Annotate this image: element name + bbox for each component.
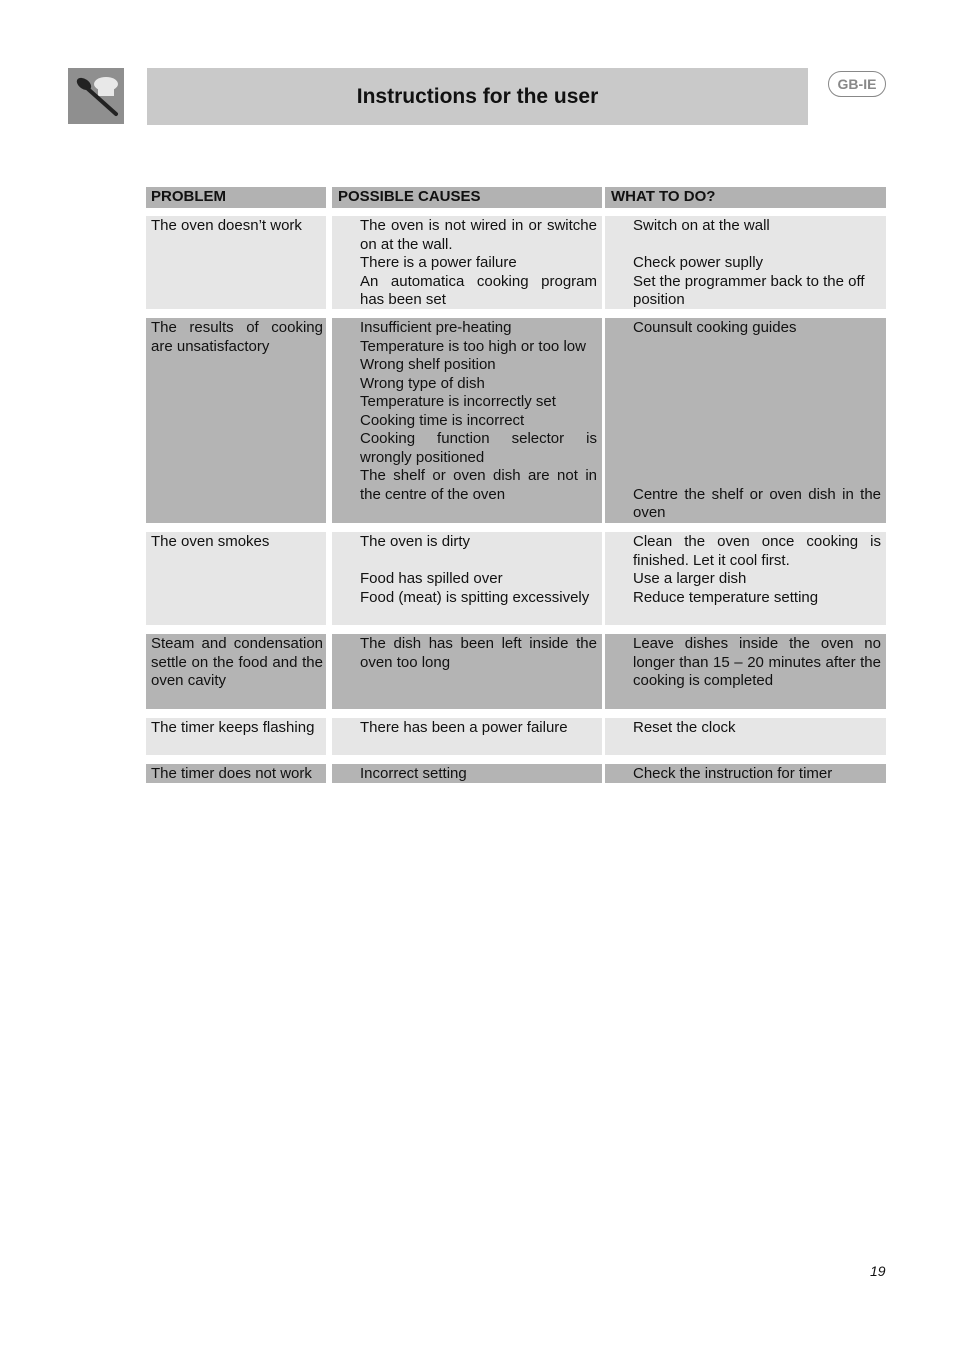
page-title: Instructions for the user — [356, 84, 599, 108]
table-row — [146, 532, 886, 625]
table-header-row — [146, 187, 886, 208]
page-number: 19 — [870, 1263, 886, 1279]
problem-cell: The oven smokes — [146, 532, 326, 625]
table-row — [146, 634, 886, 709]
column-header-actions: WHAT TO DO? — [605, 187, 886, 208]
troubleshooting-table — [146, 187, 886, 783]
title-bar — [147, 68, 808, 125]
actions-cell: Leave dishes inside the oven no longer than 15 – 20 minutes after the cooking is completed — [605, 634, 886, 709]
actions-cell: Counsult cooking guides Centre the shelf or oven dish in the oven — [605, 318, 886, 523]
table-row — [146, 718, 886, 755]
problem-cell: The oven doesn’t work — [146, 216, 326, 309]
causes-cell: Insufficient pre-heating Temperature is too high or too low Wrong shelf position Wrong type of dish Temperature is incorrectly set Cooking time is incorrect Cooking function selector is wrongly positioned The shelf or oven dish are not in the centre of the oven — [332, 318, 602, 523]
causes-cell: Incorrect setting — [332, 764, 602, 783]
table-row — [146, 318, 886, 523]
actions-cell: Clean the oven once cooking is finished. Let it cool first. Use a larger dish Reduce temperature setting — [605, 532, 886, 625]
language-badge: GB-IE — [828, 71, 886, 97]
column-header-problem: PROBLEM — [146, 187, 326, 208]
table-row — [146, 216, 886, 309]
spoon-chef-hat-icon — [68, 68, 124, 124]
problem-cell: The results of cooking are unsatisfactory — [146, 318, 326, 523]
causes-cell: The oven is dirty Food has spilled over Food (meat) is spitting excessively — [332, 532, 602, 625]
brand-logo — [68, 68, 124, 124]
actions-cell: Check the instruction for timer — [605, 764, 886, 783]
actions-cell: Switch on at the wall Check power suplly Set the programmer back to the off position — [605, 216, 886, 309]
table-row — [146, 764, 886, 783]
problem-cell: Steam and condensation settle on the food and the oven cavity — [146, 634, 326, 709]
causes-cell: There has been a power failure — [332, 718, 602, 755]
actions-cell: Reset the clock — [605, 718, 886, 755]
column-header-causes: POSSIBLE CAUSES — [332, 187, 602, 208]
causes-cell: The oven is not wired in or switche on at the wall. There is a power failure An automatica cooking program has been set — [332, 216, 602, 309]
problem-cell: The timer keeps flashing — [146, 718, 326, 755]
problem-cell: The timer does not work — [146, 764, 326, 783]
causes-cell: The dish has been left inside the oven too long — [332, 634, 602, 709]
